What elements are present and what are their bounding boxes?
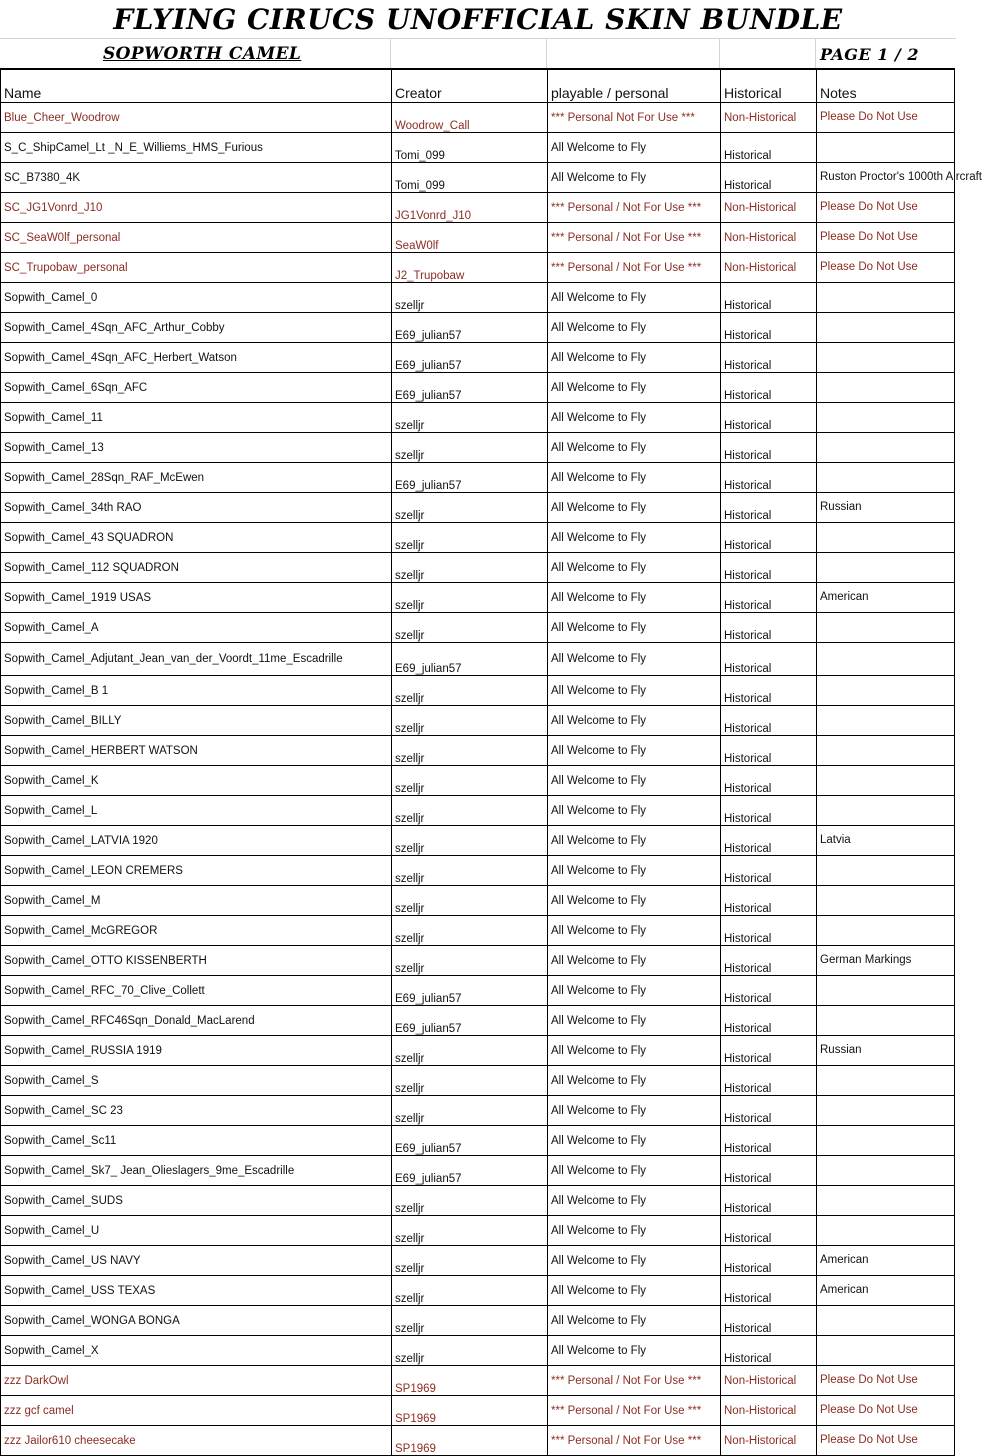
cell-playable: All Welcome to Fly <box>548 886 721 916</box>
cell-creator: szelljr <box>392 1336 548 1366</box>
cell-name: Sopwith_Camel_OTTO KISSENBERTH <box>1 946 392 976</box>
cell-playable: All Welcome to Fly <box>548 493 721 523</box>
table-row <box>1 613 955 643</box>
cell-notes <box>817 433 955 463</box>
cell-creator: szelljr <box>392 583 548 613</box>
cell-creator: E69_julian57 <box>392 313 548 343</box>
cell-playable: *** Personal / Not For Use *** <box>548 1396 721 1426</box>
cell-notes <box>817 736 955 766</box>
cell-historical: Historical <box>721 433 817 463</box>
cell-notes <box>817 886 955 916</box>
table-row <box>1 1396 955 1426</box>
cell-historical: Non-Historical <box>721 193 817 223</box>
cell-creator: JG1Vonrd_J10 <box>392 193 548 223</box>
cell-name: Sopwith_Camel_M <box>1 886 392 916</box>
cell-creator: E69_julian57 <box>392 1156 548 1186</box>
table-row <box>1 1156 955 1186</box>
cell-notes <box>817 613 955 643</box>
cell-playable: *** Personal / Not For Use *** <box>548 1366 721 1396</box>
cell-name: Sopwith_Camel_HERBERT WATSON <box>1 736 392 766</box>
cell-creator: E69_julian57 <box>392 976 548 1006</box>
cell-notes <box>817 553 955 583</box>
cell-historical: Historical <box>721 1006 817 1036</box>
cell-playable: All Welcome to Fly <box>548 1096 721 1126</box>
cell-playable: All Welcome to Fly <box>548 433 721 463</box>
cell-creator: szelljr <box>392 613 548 643</box>
table-row <box>1 553 955 583</box>
cell-historical: Historical <box>721 313 817 343</box>
table-row <box>1 403 955 433</box>
cell-playable: All Welcome to Fly <box>548 766 721 796</box>
cell-name: Sopwith_Camel_43 SQUADRON <box>1 523 392 553</box>
table-row <box>1 343 955 373</box>
cell-name: Sopwith_Camel_0 <box>1 283 392 313</box>
table-row <box>1 193 955 223</box>
cell-name: Sopwith_Camel_34th RAO <box>1 493 392 523</box>
cell-historical: Historical <box>721 1036 817 1066</box>
cell-creator: E69_julian57 <box>392 1126 548 1156</box>
table-row <box>1 1426 955 1456</box>
cell-notes <box>817 463 955 493</box>
cell-creator: SP1969 <box>392 1426 548 1456</box>
cell-creator: Tomi_099 <box>392 163 548 193</box>
cell-historical: Historical <box>721 976 817 1006</box>
cell-notes: American <box>817 1246 955 1276</box>
cell-historical: Historical <box>721 1126 817 1156</box>
cell-notes <box>817 856 955 886</box>
cell-historical: Historical <box>721 523 817 553</box>
cell-playable: All Welcome to Fly <box>548 946 721 976</box>
cell-notes <box>817 1186 955 1216</box>
cell-creator: szelljr <box>392 1306 548 1336</box>
table-row <box>1 976 955 1006</box>
cell-notes <box>817 1006 955 1036</box>
table-body <box>1 103 982 1456</box>
cell-playable: *** Personal / Not For Use *** <box>548 1426 721 1456</box>
cell-name: Sopwith_Camel_112 SQUADRON <box>1 553 392 583</box>
cell-playable: All Welcome to Fly <box>548 373 721 403</box>
cell-notes: Russian <box>817 1036 955 1066</box>
cell-creator: szelljr <box>392 283 548 313</box>
cell-name: SC_JG1Vonrd_J10 <box>1 193 392 223</box>
cell-historical: Historical <box>721 283 817 313</box>
cell-playable: All Welcome to Fly <box>548 553 721 583</box>
cell-name: Sopwith_Camel_RFC_70_Clive_Collett <box>1 976 392 1006</box>
cell-historical: Non-Historical <box>721 253 817 283</box>
cell-notes: Please Do Not Use <box>817 253 955 283</box>
cell-creator: szelljr <box>392 1276 548 1306</box>
column-header-playable: playable / personal <box>548 69 721 103</box>
cell-notes: Please Do Not Use <box>817 103 955 133</box>
cell-notes <box>817 796 955 826</box>
cell-historical: Historical <box>721 1096 817 1126</box>
cell-notes <box>817 403 955 433</box>
cell-name: SC_Trupobaw_personal <box>1 253 392 283</box>
cell-creator: szelljr <box>392 706 548 736</box>
table-row <box>1 676 955 706</box>
cell-name: Sopwith_Camel_6Sqn_AFC <box>1 373 392 403</box>
document-title: FLYING CIRUCS UNOFFICIAL SKIN BUNDLE <box>113 3 843 36</box>
cell-notes: Please Do Not Use <box>817 1426 955 1456</box>
cell-notes: American <box>817 1276 955 1306</box>
subtitle-row <box>0 38 956 69</box>
cell-notes <box>817 766 955 796</box>
table-row <box>1 706 955 736</box>
cell-notes: Russian <box>817 493 955 523</box>
table-row <box>1 643 955 676</box>
cell-playable: All Welcome to Fly <box>548 613 721 643</box>
table-row <box>1 463 955 493</box>
cell-historical: Historical <box>721 916 817 946</box>
cell-name: Sopwith_Camel_11 <box>1 403 392 433</box>
cell-creator: E69_julian57 <box>392 1006 548 1036</box>
cell-historical: Historical <box>721 886 817 916</box>
cell-name: S_C_ShipCamel_Lt _N_E_Williems_HMS_Furious <box>1 133 392 163</box>
cell-playable: All Welcome to Fly <box>548 643 721 676</box>
cell-creator: szelljr <box>392 1066 548 1096</box>
grid-line <box>815 38 816 68</box>
cell-historical: Non-Historical <box>721 1426 817 1456</box>
cell-playable: *** Personal / Not For Use *** <box>548 253 721 283</box>
cell-notes <box>817 373 955 403</box>
grid-line <box>546 38 547 68</box>
cell-creator: szelljr <box>392 736 548 766</box>
cell-creator: szelljr <box>392 856 548 886</box>
cell-name: Sopwith_Camel_4Sqn_AFC_Arthur_Cobby <box>1 313 392 343</box>
table-row <box>1 1186 955 1216</box>
cell-notes <box>817 313 955 343</box>
cell-notes <box>817 706 955 736</box>
cell-creator: szelljr <box>392 523 548 553</box>
cell-historical: Historical <box>721 1336 817 1366</box>
cell-name: Sopwith_Camel_LEON CREMERS <box>1 856 392 886</box>
table-row <box>1 946 955 976</box>
cell-name: Sopwith_Camel_U <box>1 1216 392 1246</box>
cell-playable: All Welcome to Fly <box>548 706 721 736</box>
cell-name: Blue_Cheer_Woodrow <box>1 103 392 133</box>
cell-historical: Historical <box>721 1216 817 1246</box>
cell-creator: J2_Trupobaw <box>392 253 548 283</box>
cell-playable: *** Personal Not For Use *** <box>548 103 721 133</box>
cell-playable: All Welcome to Fly <box>548 133 721 163</box>
page-number-label: PAGE 1 / 2 <box>820 45 919 64</box>
cell-creator: SeaW0lf <box>392 223 548 253</box>
cell-historical: Historical <box>721 676 817 706</box>
cell-creator: Woodrow_Call <box>392 103 548 133</box>
cell-notes <box>817 643 955 676</box>
table-row <box>1 1336 955 1366</box>
cell-playable: All Welcome to Fly <box>548 1066 721 1096</box>
cell-name: Sopwith_Camel_S <box>1 1066 392 1096</box>
table-row <box>1 163 955 193</box>
cell-creator: szelljr <box>392 493 548 523</box>
cell-name: Sopwith_Camel_1919 USAS <box>1 583 392 613</box>
table-row <box>1 886 955 916</box>
grid-line <box>719 38 720 68</box>
cell-name: Sopwith_Camel_28Sqn_RAF_McEwen <box>1 463 392 493</box>
cell-historical: Historical <box>721 583 817 613</box>
cell-historical: Historical <box>721 826 817 856</box>
cell-notes <box>817 916 955 946</box>
aircraft-subtitle: SOPWORTH CAMEL <box>103 44 302 64</box>
cell-creator: szelljr <box>392 826 548 856</box>
cell-notes <box>817 1216 955 1246</box>
cell-playable: All Welcome to Fly <box>548 1156 721 1186</box>
cell-creator: szelljr <box>392 1096 548 1126</box>
cell-historical: Historical <box>721 133 817 163</box>
cell-name: Sopwith_Camel_USS TEXAS <box>1 1276 392 1306</box>
cell-historical: Historical <box>721 1306 817 1336</box>
cell-playable: All Welcome to Fly <box>548 1246 721 1276</box>
table-row <box>1 1306 955 1336</box>
cell-name: SC_B7380_4K <box>1 163 392 193</box>
table-row <box>1 133 955 163</box>
cell-creator: szelljr <box>392 796 548 826</box>
cell-historical: Historical <box>721 613 817 643</box>
cell-playable: All Welcome to Fly <box>548 826 721 856</box>
cell-historical: Historical <box>721 1066 817 1096</box>
cell-creator: SP1969 <box>392 1366 548 1396</box>
cell-playable: All Welcome to Fly <box>548 676 721 706</box>
cell-playable: All Welcome to Fly <box>548 1036 721 1066</box>
cell-playable: All Welcome to Fly <box>548 1336 721 1366</box>
cell-historical: Historical <box>721 1276 817 1306</box>
table-row <box>1 1126 955 1156</box>
cell-name: Sopwith_Camel_SC 23 <box>1 1096 392 1126</box>
table-row <box>1 1216 955 1246</box>
cell-playable: All Welcome to Fly <box>548 583 721 613</box>
cell-notes <box>817 1066 955 1096</box>
cell-historical: Non-Historical <box>721 223 817 253</box>
cell-creator: szelljr <box>392 916 548 946</box>
cell-historical: Historical <box>721 553 817 583</box>
cell-creator: szelljr <box>392 766 548 796</box>
cell-historical: Historical <box>721 946 817 976</box>
table-row <box>1 1276 955 1306</box>
cell-creator: szelljr <box>392 433 548 463</box>
cell-historical: Historical <box>721 766 817 796</box>
grid-line <box>390 38 391 68</box>
cell-historical: Historical <box>721 493 817 523</box>
cell-creator: szelljr <box>392 946 548 976</box>
cell-playable: All Welcome to Fly <box>548 523 721 553</box>
cell-creator: szelljr <box>392 1186 548 1216</box>
cell-historical: Historical <box>721 643 817 676</box>
skin-table <box>0 68 982 1456</box>
table-row <box>1 736 955 766</box>
cell-name: Sopwith_Camel_LATVIA 1920 <box>1 826 392 856</box>
cell-creator: E69_julian57 <box>392 643 548 676</box>
cell-creator: Tomi_099 <box>392 133 548 163</box>
table-row <box>1 493 955 523</box>
cell-creator: szelljr <box>392 403 548 433</box>
cell-notes <box>817 976 955 1006</box>
table-row <box>1 856 955 886</box>
cell-playable: All Welcome to Fly <box>548 916 721 946</box>
cell-playable: All Welcome to Fly <box>548 313 721 343</box>
cell-historical: Historical <box>721 796 817 826</box>
cell-historical: Historical <box>721 163 817 193</box>
cell-name: Sopwith_Camel_RUSSIA 1919 <box>1 1036 392 1066</box>
cell-notes: Please Do Not Use <box>817 1396 955 1426</box>
cell-name: Sopwith_Camel_SUDS <box>1 1186 392 1216</box>
column-header-historical: Historical <box>721 69 817 103</box>
cell-name: zzz Jailor610 cheesecake <box>1 1426 392 1456</box>
table-row <box>1 283 955 313</box>
cell-name: Sopwith_Camel_RFC46Sqn_Donald_MacLarend <box>1 1006 392 1036</box>
table-row <box>1 583 955 613</box>
cell-creator: szelljr <box>392 676 548 706</box>
cell-playable: All Welcome to Fly <box>548 1186 721 1216</box>
cell-name: Sopwith_Camel_Sc11 <box>1 1126 392 1156</box>
cell-notes <box>817 1156 955 1186</box>
cell-name: Sopwith_Camel_X <box>1 1336 392 1366</box>
cell-playable: All Welcome to Fly <box>548 343 721 373</box>
cell-playable: All Welcome to Fly <box>548 1276 721 1306</box>
cell-playable: All Welcome to Fly <box>548 1006 721 1036</box>
cell-notes: Please Do Not Use <box>817 1366 955 1396</box>
table-row <box>1 1036 955 1066</box>
table-row <box>1 1006 955 1036</box>
cell-playable: All Welcome to Fly <box>548 163 721 193</box>
cell-historical: Non-Historical <box>721 103 817 133</box>
cell-notes <box>817 676 955 706</box>
cell-name: Sopwith_Camel_US NAVY <box>1 1246 392 1276</box>
cell-notes: Ruston Proctor's 1000th Aircraft <box>817 163 955 193</box>
table-row <box>1 916 955 946</box>
cell-name: Sopwith_Camel_B 1 <box>1 676 392 706</box>
cell-historical: Historical <box>721 1246 817 1276</box>
cell-playable: All Welcome to Fly <box>548 976 721 1006</box>
table-row <box>1 796 955 826</box>
cell-name: Sopwith_Camel_BILLY <box>1 706 392 736</box>
table-row <box>1 313 955 343</box>
cell-notes <box>817 343 955 373</box>
cell-notes <box>817 523 955 553</box>
cell-creator: szelljr <box>392 553 548 583</box>
cell-historical: Historical <box>721 856 817 886</box>
cell-historical: Historical <box>721 403 817 433</box>
column-header-notes: Notes <box>817 69 955 103</box>
table-row <box>1 1096 955 1126</box>
cell-playable: All Welcome to Fly <box>548 1306 721 1336</box>
cell-name: Sopwith_Camel_Adjutant_Jean_van_der_Voordt_11me_Escadrille <box>1 643 392 676</box>
cell-name: Sopwith_Camel_13 <box>1 433 392 463</box>
cell-playable: All Welcome to Fly <box>548 463 721 493</box>
cell-notes: German Markings <box>817 946 955 976</box>
cell-playable: All Welcome to Fly <box>548 403 721 433</box>
column-header-creator: Creator <box>392 69 548 103</box>
cell-historical: Non-Historical <box>721 1396 817 1426</box>
cell-creator: szelljr <box>392 1246 548 1276</box>
cell-historical: Historical <box>721 1186 817 1216</box>
cell-historical: Historical <box>721 706 817 736</box>
table-row <box>1 826 955 856</box>
cell-playable: *** Personal / Not For Use *** <box>548 193 721 223</box>
cell-playable: All Welcome to Fly <box>548 1126 721 1156</box>
table-row <box>1 373 955 403</box>
cell-playable: All Welcome to Fly <box>548 856 721 886</box>
cell-notes: Please Do Not Use <box>817 223 955 253</box>
cell-name: zzz gcf camel <box>1 1396 392 1426</box>
cell-historical: Non-Historical <box>721 1366 817 1396</box>
table-row <box>1 223 955 253</box>
cell-creator: szelljr <box>392 1036 548 1066</box>
cell-notes: Latvia <box>817 826 955 856</box>
table-row <box>1 253 955 283</box>
table-row <box>1 1366 955 1396</box>
cell-playable: All Welcome to Fly <box>548 736 721 766</box>
table-row <box>1 1066 955 1096</box>
table-row <box>1 1246 955 1276</box>
cell-historical: Historical <box>721 373 817 403</box>
cell-notes: American <box>817 583 955 613</box>
cell-historical: Historical <box>721 463 817 493</box>
table-row <box>1 523 955 553</box>
table-row <box>1 433 955 463</box>
cell-creator: SP1969 <box>392 1396 548 1426</box>
cell-playable: *** Personal / Not For Use *** <box>548 223 721 253</box>
cell-name: Sopwith_Camel_Sk7_ Jean_Olieslagers_9me_Escadrille <box>1 1156 392 1186</box>
table-row <box>1 766 955 796</box>
cell-playable: All Welcome to Fly <box>548 283 721 313</box>
cell-name: SC_SeaW0lf_personal <box>1 223 392 253</box>
cell-notes <box>817 1336 955 1366</box>
cell-creator: E69_julian57 <box>392 343 548 373</box>
cell-historical: Historical <box>721 343 817 373</box>
cell-notes <box>817 1126 955 1156</box>
column-header-name: Name <box>1 69 392 103</box>
cell-name: Sopwith_Camel_4Sqn_AFC_Herbert_Watson <box>1 343 392 373</box>
cell-notes <box>817 1306 955 1336</box>
cell-playable: All Welcome to Fly <box>548 1216 721 1246</box>
cell-notes <box>817 1096 955 1126</box>
cell-historical: Historical <box>721 736 817 766</box>
table-row <box>1 103 955 133</box>
cell-name: Sopwith_Camel_L <box>1 796 392 826</box>
cell-creator: E69_julian57 <box>392 463 548 493</box>
cell-name: Sopwith_Camel_McGREGOR <box>1 916 392 946</box>
table-header-row <box>1 69 955 103</box>
cell-notes <box>817 133 955 163</box>
cell-notes <box>817 283 955 313</box>
cell-creator: E69_julian57 <box>392 373 548 403</box>
cell-name: Sopwith_Camel_WONGA BONGA <box>1 1306 392 1336</box>
cell-name: Sopwith_Camel_K <box>1 766 392 796</box>
cell-playable: All Welcome to Fly <box>548 796 721 826</box>
cell-historical: Historical <box>721 1156 817 1186</box>
cell-name: Sopwith_Camel_A <box>1 613 392 643</box>
cell-creator: szelljr <box>392 1216 548 1246</box>
cell-name: zzz DarkOwl <box>1 1366 392 1396</box>
cell-notes: Please Do Not Use <box>817 193 955 223</box>
cell-creator: szelljr <box>392 886 548 916</box>
